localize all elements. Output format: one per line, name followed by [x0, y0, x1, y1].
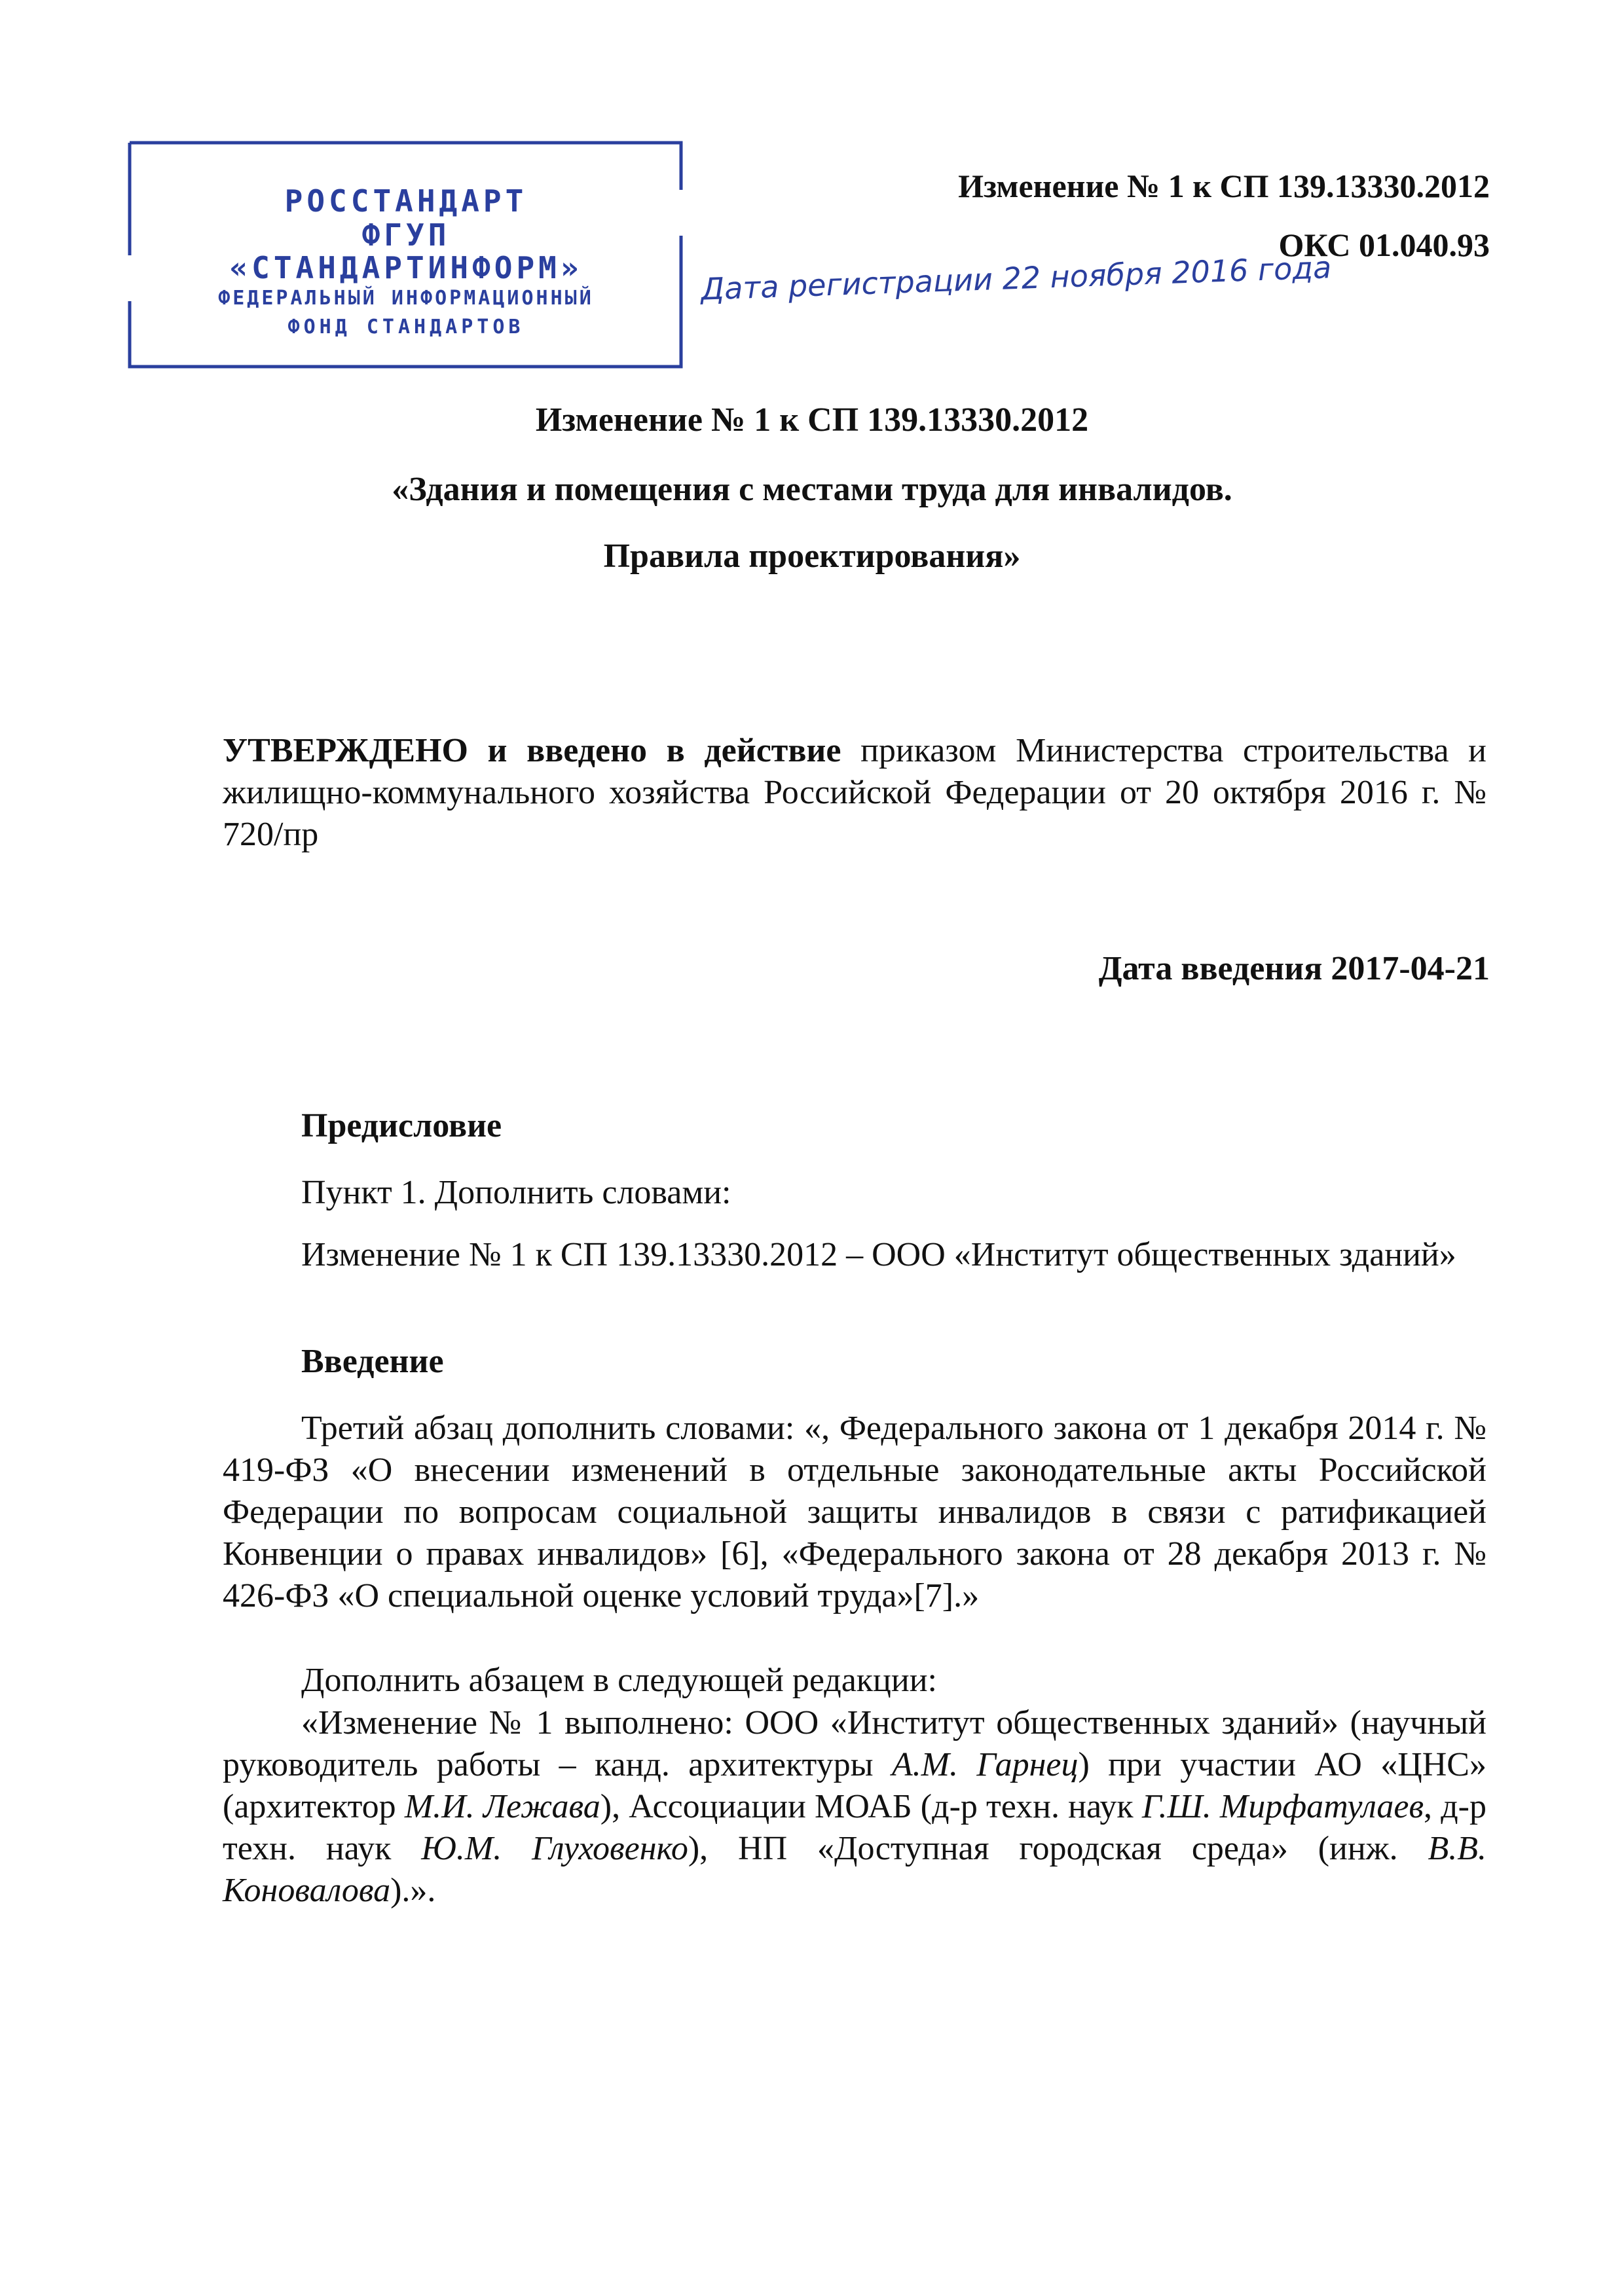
approval-bold: УТВЕРЖДЕНО и введено в действие [223, 732, 841, 769]
introduction-paragraph-1: Третий абзац дополнить словами: «, Федерального закона от 1 декабря 2014 г. № 419-ФЗ «О внесении изменений в отдельные законодательные акты Российской Федерации по вопросам социальной защиты инвалидов в связи с ратификацией Конвенции о правах инвалидов» [6], «Федерального закона от 28 декабря 2013 г. № 426-ФЗ «О специальной оценке условий труда»[7].» [223, 1410, 1486, 1614]
header-change-number: Изменение № 1 к СП 139.13330.2012 [958, 168, 1490, 204]
p3-text-e: ), Ассоциации МОАБ (д-р техн. наук [600, 1788, 1142, 1825]
approval-text: приказом Министерства строительства и жилищно-коммунального хозяйства Российской Федерации от 20 октября 2016 г. № 720/пр [223, 732, 1486, 853]
p3-text-c: ) при участии АО «ЦНС» (архитектор [223, 1746, 1486, 1825]
document-title-line-3: Правила проектирования» [603, 538, 1021, 575]
document-title-line-1: Изменение № 1 к СП 139.13330.2012 [535, 401, 1089, 439]
p3-text-g: , д-р техн. наук [223, 1788, 1486, 1867]
p3-text-i: ), НП «Доступная городская среда» (инж. [688, 1830, 1428, 1867]
author-name-mirfatulaev: Г.Ш. Мирфатулаев [1141, 1788, 1424, 1825]
stamp-line-2: ФГУП [361, 217, 451, 253]
stamp-line-4: ФЕДЕРАЛЬНЫЙ ИНФОРМАЦИОННЫЙ [218, 287, 594, 310]
author-name-konovalova: В.В. Коновалова [223, 1830, 1487, 1909]
preface-heading: Предисловие [301, 1107, 502, 1144]
introduction-paragraph-3 [223, 1702, 1486, 1912]
header-oks-code: ОКС 01.040.93 [1278, 227, 1490, 263]
p3-text-k: ).». [390, 1872, 436, 1909]
handwritten-registration-note: Дата регистрации 22 ноября 2016 года [700, 249, 1333, 307]
registration-stamp [124, 137, 688, 386]
document-title-line-2: «Здания и помещения с местами труда для инвалидов. [392, 471, 1232, 508]
approval-paragraph [223, 730, 1486, 856]
effective-date: Дата введения 2017-04-21 [1098, 950, 1490, 987]
author-name-garnets: А.М. Гарнец [891, 1746, 1079, 1783]
author-name-lezhava: М.И. Лежава [404, 1788, 600, 1825]
stamp-line-5: ФОНД СТАНДАРТОВ [287, 316, 525, 338]
stamp-line-3: «СТАНДАРТИНФОРМ» [229, 250, 583, 285]
introduction-paragraph-2: Дополнить абзацем в следующей редакции: [301, 1662, 937, 1699]
author-name-glukhovenko: Ю.М. Глуховенко [421, 1830, 688, 1867]
introduction-heading: Введение [301, 1343, 444, 1380]
p3-text-a: «Изменение № 1 выполнено: ООО «Институт общественных зданий» (научный руководитель работы – канд. архитектуры [223, 1704, 1486, 1783]
stamp-line-1: РОССТАНДАРТ [284, 183, 528, 219]
preface-paragraph-1: Пункт 1. Дополнить словами: [301, 1174, 731, 1211]
preface-paragraph-2: Изменение № 1 к СП 139.13330.2012 – ООО «Институт общественных зданий» [301, 1236, 1456, 1273]
